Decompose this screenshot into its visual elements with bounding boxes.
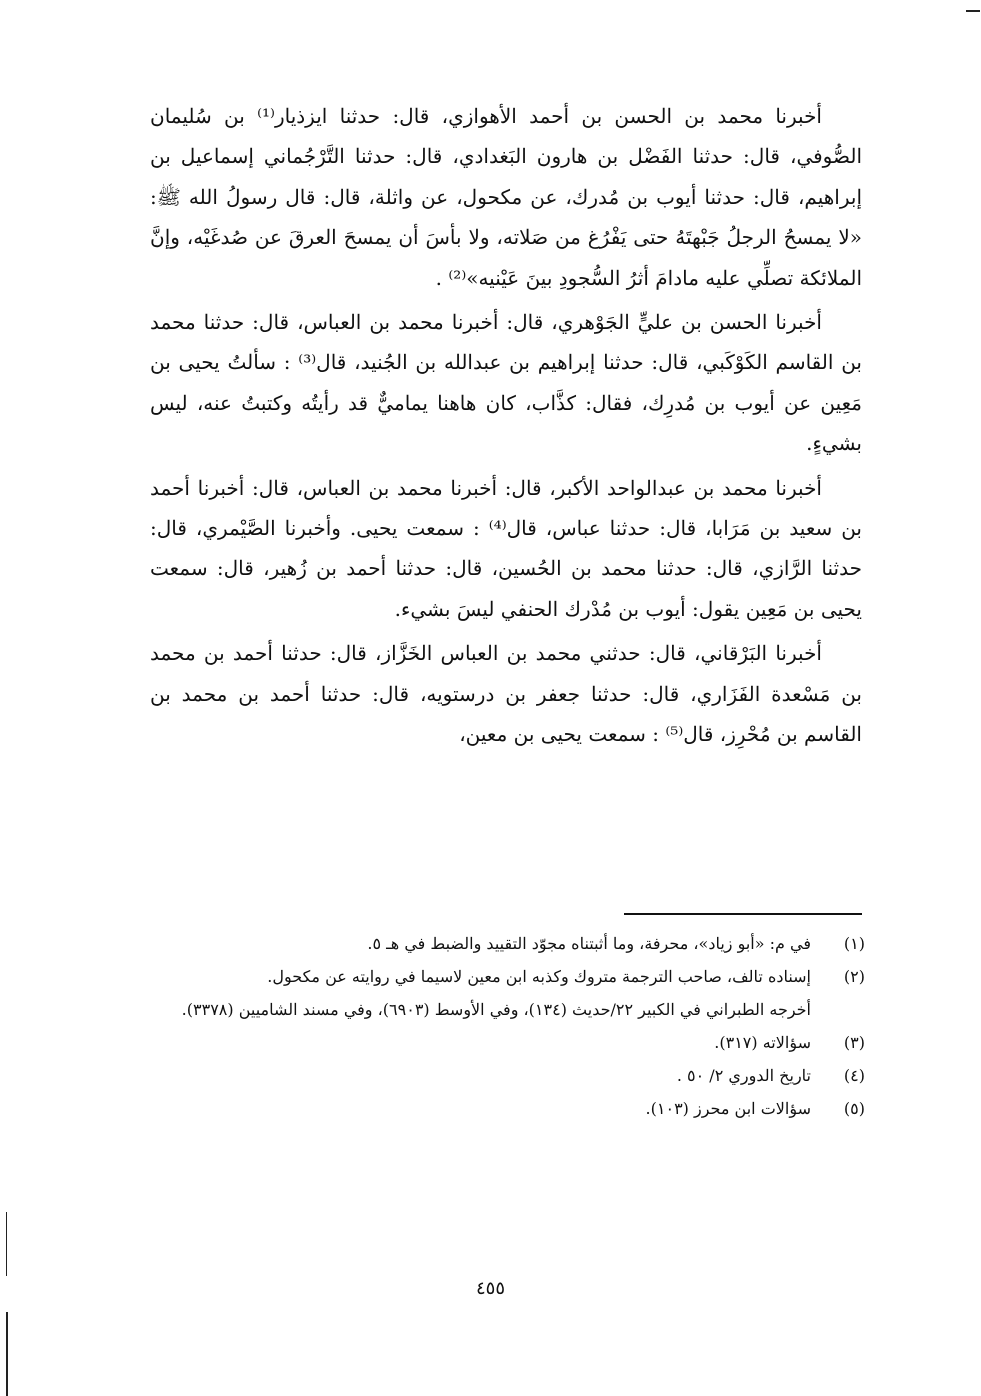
footnote-5 <box>150 1095 865 1122</box>
footnote-text: تاريخ الدوري ٢/ ٥٠ . <box>676 1066 811 1085</box>
footnote-text: في م: «أبو زياد»، محرفة، وما أثبتناه مجوّد التقييد والضبط في هـ ٥. <box>367 934 811 953</box>
footnote-number: (٥) <box>843 1099 865 1118</box>
footnote-text: سؤالاته (٣١٧). <box>714 1033 811 1052</box>
footnote-number: (١) <box>843 934 865 953</box>
scan-edge-mark-top <box>966 10 980 12</box>
footnote-text: إسناده تالف، صاحب الترجمة متروك وكذبه ابن معين لاسيما في روايته عن مكحول. <box>267 967 811 986</box>
scan-edge-line-left <box>6 1212 7 1276</box>
footnotes <box>150 930 865 1122</box>
scan-edge-line-left-bottom <box>6 1312 8 1396</box>
paragraph-1: أخبرنا محمد بن الحسن بن أحمد الأهوازي، قال: حدثنا ايزذيار⁽¹⁾ بن سُليمان الصُّوفي، قال: حدثنا الفَضْل بن هارون البَغدادي، قال: حدثنا التَّرْجُماني إسماعيل بن إبراهيم، قال: حدثنا أيوب بن مُدرك، عن مكحول، عن واثلة، قال: قال رسولُ الله ﷺ: «لا يمسحُ الرجلُ جَبْهتَهُ حتى يَفْرُغ من صَلاته، ولا بأسَ أن يمسحَ العرقَ عن صُدغَيْه، وإنَّ الملائكة تصلِّي عليه مادامَ أثرُ السُّجودِ بينَ عَيْنيه»⁽²⁾ . <box>150 104 862 290</box>
paragraph-2: أخبرنا الحسن بن عليٍّ الجَوْهري، قال: أخبرنا محمد بن العباس، قال: حدثنا محمد بن القاسم الكَوْكَبي، قال: حدثنا إبراهيم بن عبدالله بن الجُنيد، قال⁽³⁾ : سألتُ يحيى بن مَعِين عن أيوب بن مُدرِك، فقال: كذَّاب، كان هاهنا يماميٌّ قد رأيتُه وكتبتُ عنه، ليس بشيءٍ. <box>150 310 862 456</box>
main-text <box>150 96 862 755</box>
footnote-2 <box>150 963 865 990</box>
footnote-number: (٣) <box>843 1033 865 1052</box>
footnote-1 <box>150 930 865 957</box>
footnote-text: سؤالات ابن محرز (١٠٣). <box>645 1099 811 1118</box>
footnote-4 <box>150 1062 865 1089</box>
footnote-2-continuation: أخرجه الطبراني في الكبير ٢٢/حديث (١٣٤)، وفي الأوسط (٦٩٠٣)، وفي مسند الشاميين (٣٣٧٨). <box>181 1000 811 1019</box>
page-number: ٤٥٥ <box>475 1278 505 1299</box>
footnote-number: (٢) <box>843 967 865 986</box>
paragraph-3: أخبرنا محمد بن عبدالواحد الأكبر، قال: أخبرنا محمد بن العباس، قال: أخبرنا أحمد بن سعيد بن مَرَابا، قال: حدثنا عباس، قال⁽⁴⁾ : سمعت يحيى. وأخبرنا الصَّيْمري، قال: حدثنا الرَّازي، قال: حدثنا محمد بن الحُسين، قال: حدثنا أحمد بن زُهير، قال: سمعت يحيى بن مَعِين يقول: أيوب بن مُدْرك الحنفي ليسَ بشيء. <box>150 475 862 621</box>
footnote-separator <box>624 913 862 915</box>
paragraph-4: أخبرنا البَرْقاني، قال: حدثني محمد بن العباس الخَزَّاز، قال: حدثنا أحمد بن محمد بن مَسْعدة الفَزَاري، قال: حدثنا جعفر بن درستويه، قال: حدثنا أحمد بن محمد بن القاسم بن مُحْرِز، قال⁽⁵⁾ : سمعت يحيى بن معين، <box>150 641 862 747</box>
footnote-number: (٤) <box>843 1066 865 1085</box>
footnote-3 <box>150 1029 865 1056</box>
